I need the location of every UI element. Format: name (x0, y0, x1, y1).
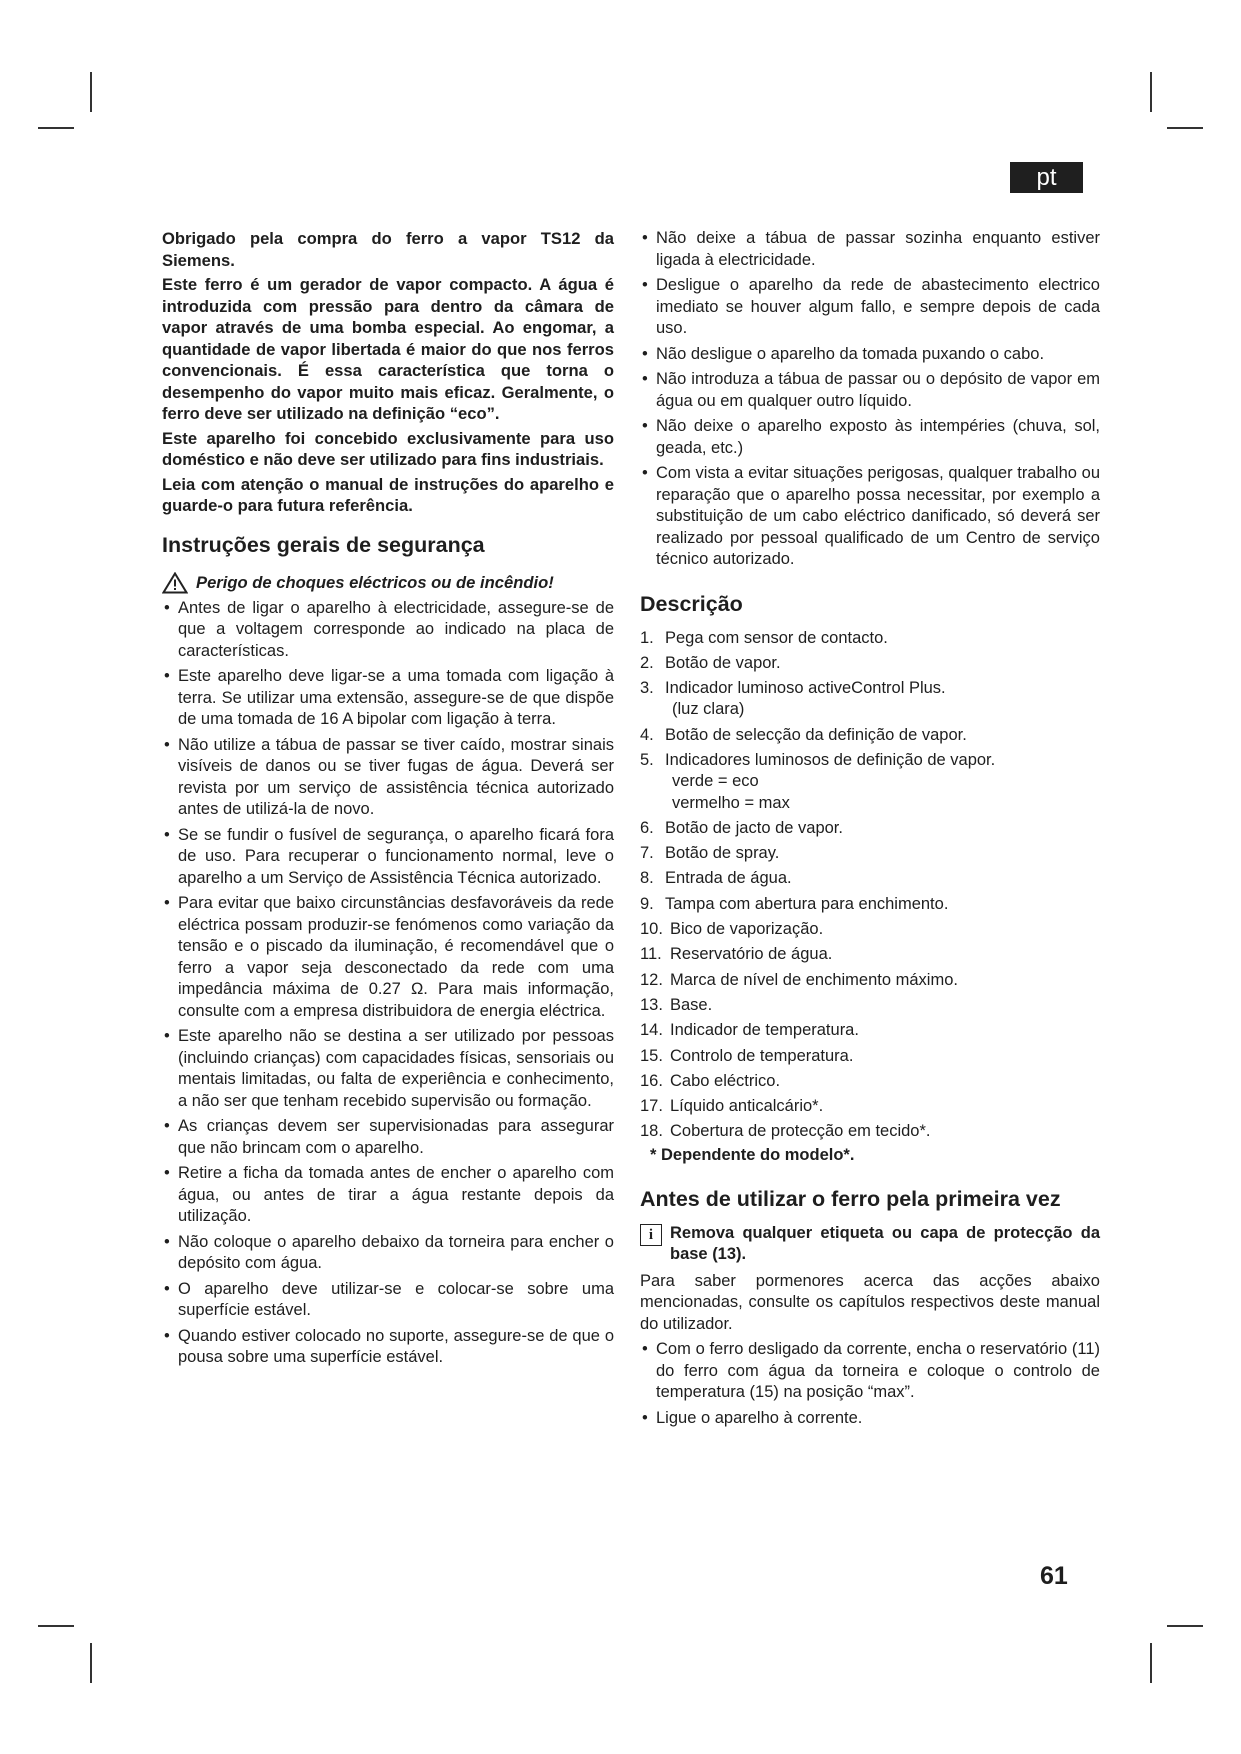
list-item: • Não deixe a tábua de passar sozinha enquanto estiver ligada à electricidade. (640, 228, 1100, 271)
crop-mark (90, 1643, 92, 1683)
list-item: 9. Tampa com abertura para enchimento. (640, 894, 949, 913)
warning-triangle-icon (162, 572, 188, 594)
list-item: • Retire a ficha da tomada antes de encher o aparelho com água, ou antes de tirar a água restante depois da utilização. (162, 1163, 614, 1228)
intro-paragraph: Este aparelho foi concebido exclusivamente para uso doméstico e não deve ser utilizado para fins industriais. (162, 428, 614, 469)
first-use-paragraph: Para saber pormenores acerca das acções abaixo mencionadas, consulte os capítulos respectivos deste manual do utilizador. (640, 1271, 1100, 1333)
section-heading-description: Descrição (640, 591, 743, 616)
list-item: • Quando estiver colocado no suporte, assegure-se de que o pousa sobre uma superfície estável. (162, 1326, 614, 1369)
section-heading-first-use: Antes de utilizar o ferro pela primeira vez (640, 1186, 1061, 1211)
list-item: 18. Cobertura de protecção em tecido*. (640, 1122, 931, 1141)
info-icon: i (640, 1224, 662, 1246)
crop-mark (1150, 72, 1152, 112)
intro-paragraph: Este ferro é um gerador de vapor compacto. A água é introduzida com pressão para dentro da câmara de vapor através de uma bomba especial. Ao engomar, a quantidade de vapor libertada é maior do que nos ferros convencionais. É essa característica que torna o desempenho do vapor muito mais eficaz. Geralmente, o ferro deve ser utilizado na definição “eco”. (162, 275, 614, 423)
list-item: • Não introduza a tábua de passar ou o depósito de vapor em água ou em qualquer outro líquido. (640, 369, 1100, 412)
list-item: • O aparelho deve utilizar-se e colocar-se sobre uma superfície estável. (162, 1279, 614, 1322)
list-item: • Este aparelho não se destina a ser utilizado por pessoas (incluindo crianças) com capacidades físicas, sensoriais ou mentais limitadas, ou falta de experiência e conhecimento, a não ser que tenham recebido supervisão ou formação. (162, 1026, 614, 1112)
first-use-list (640, 1339, 1100, 1429)
list-item: • Este aparelho deve ligar-se a uma tomada com ligação à terra. Se utilizar uma extensão, assegure-se de que dispõe de uma tomada de 16 A bipolar com ligação à terra. (162, 666, 614, 731)
list-item: 15. Controlo de temperatura. (640, 1046, 854, 1065)
crop-mark (1167, 1625, 1203, 1627)
list-item: 14. Indicador de temperatura. (640, 1021, 859, 1040)
list-item: • Com vista a evitar situações perigosas, qualquer trabalho ou reparação que o aparelho possa necessitar, por exemplo a substituição de um cabo eléctrico danificado, só deverá ser realizado por pessoal qualificado de um Centro de serviço técnico autorizado. (640, 463, 1100, 571)
list-item: 12. Marca de nível de enchimento máximo. (640, 970, 958, 989)
list-item: • Com o ferro desligado da corrente, encha o reservatório (11) do ferro com água da torneira e coloque o controlo de temperatura (15) na posição “max”. (640, 1339, 1100, 1404)
list-item: 3. Indicador luminoso activeControl Plus. (luz clara) (640, 679, 946, 719)
section-heading-safety: Instruções gerais de segurança (162, 532, 485, 557)
list-item: 6. Botão de jacto de vapor. (640, 818, 843, 837)
list-item: • Não deixe o aparelho exposto às intempéries (chuva, sol, geada, etc.) (640, 416, 1100, 459)
page-number: 61 (1040, 1562, 1068, 1590)
list-item: • Antes de ligar o aparelho à electricidade, assegure-se de que a voltagem corresponde ao indicado na placa de características. (162, 598, 614, 663)
list-item: • Se se fundir o fusível de segurança, o aparelho ficará fora de uso. Para recuperar o funcionamento normal, leve o aparelho a um Serviço de Assistência Técnica autorizado. (162, 825, 614, 890)
intro-paragraph: Leia com atenção o manual de instruções do aparelho e guarde-o para futura referência. (162, 474, 614, 515)
list-item: 2. Botão de vapor. (640, 653, 781, 672)
info-text: Remova qualquer etiqueta ou capa de protecção da base (13). (670, 1223, 1100, 1263)
list-item: 13. Base. (640, 995, 713, 1014)
list-item: 5. Indicadores luminosos de definição de vapor. verde = eco vermelho = max (640, 750, 996, 812)
crop-mark (1150, 1643, 1152, 1683)
list-item: 11. Reservatório de água. (640, 945, 833, 964)
language-tag: pt (1010, 162, 1083, 193)
list-item: 10. Bico de vaporização. (640, 920, 824, 939)
left-column (162, 228, 614, 1373)
list-item: 7. Botão de spray. (640, 844, 780, 863)
list-item: 17. Líquido anticalcário*. (640, 1097, 824, 1116)
list-item: • As crianças devem ser supervisionadas para assegurar que não brincam com o aparelho. (162, 1116, 614, 1159)
description-list (640, 628, 1100, 1143)
crop-mark (38, 1625, 74, 1627)
right-column (640, 228, 1100, 1433)
warning-text: Perigo de choques eléctricos ou de incêndio! (196, 572, 554, 592)
safety-list-continued (640, 228, 1100, 571)
intro-paragraph: Obrigado pela compra do ferro a vapor TS12 da Siemens. (162, 229, 614, 270)
warning-line (162, 572, 614, 594)
model-dependency-note: * Dependente do modelo*. (650, 1145, 855, 1164)
list-item: 8. Entrada de água. (640, 869, 792, 888)
list-item: 4. Botão de selecção da definição de vapor. (640, 725, 967, 744)
list-item: • Desligue o aparelho da rede de abastecimento electrico imediato se houver algum fallo, e sempre depois de cada uso. (640, 275, 1100, 340)
list-item: • Ligue o aparelho à corrente. (640, 1408, 1100, 1430)
list-item: • Para evitar que baixo circunstâncias desfavoráveis da rede eléctrica possam produzir-se fenómenos como variação da tensão e o piscado da iluminação, é recomendável que o ferro a vapor seja desconectado da rede com uma impedância máxima de 0.27 Ω. Para mais informação, consulte com a empresa distribuidora de energia eléctrica. (162, 893, 614, 1022)
crop-mark (90, 72, 92, 112)
list-item: • Não utilize a tábua de passar se tiver caído, mostrar sinais visíveis de danos ou se tiver fugas de água. Deverá ser revista por um serviço de assistência técnica autorizado antes de utilizá-la de novo. (162, 735, 614, 821)
crop-mark (38, 127, 74, 129)
info-note (640, 1223, 1100, 1265)
list-item: 16. Cabo eléctrico. (640, 1071, 781, 1090)
list-item: 1. Pega com sensor de contacto. (640, 628, 888, 647)
safety-list (162, 598, 614, 1369)
crop-mark (1167, 127, 1203, 129)
list-item: • Não desligue o aparelho da tomada puxando o cabo. (640, 344, 1100, 366)
list-item: • Não coloque o aparelho debaixo da torneira para encher o depósito com água. (162, 1232, 614, 1275)
